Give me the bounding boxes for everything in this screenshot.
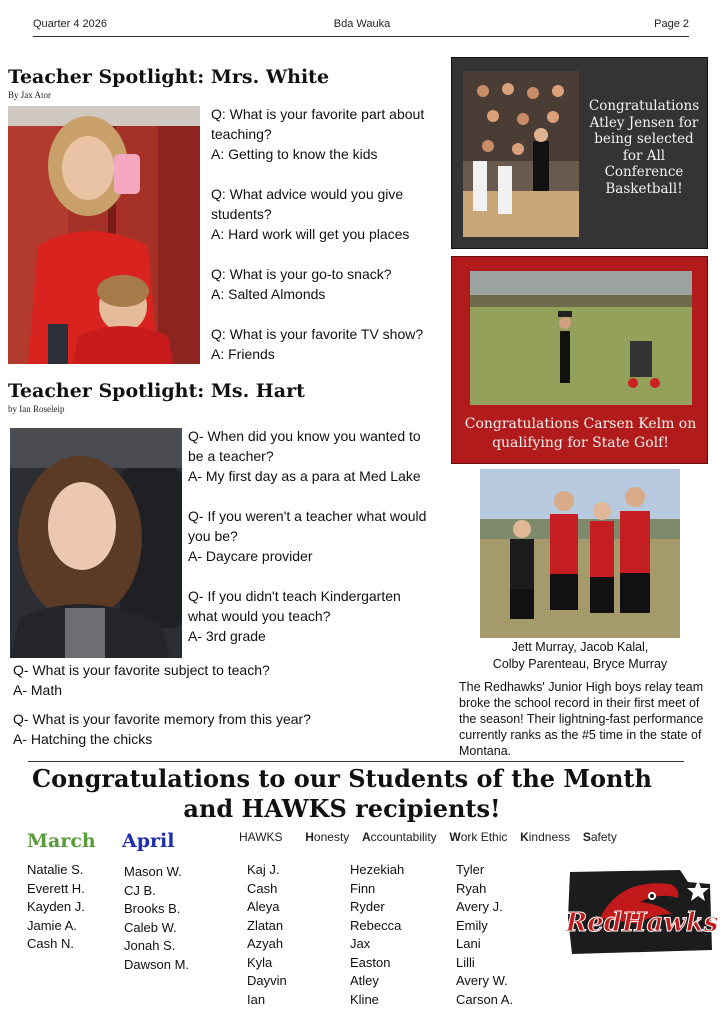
list-item: Easton <box>350 954 391 970</box>
relay-caption-line2: Colby Parenteau, Bryce Murray <box>492 657 668 671</box>
list-item: Azyah <box>247 936 284 951</box>
list-item: Mason W. <box>124 864 182 879</box>
qa-answer: A: Hard work will get you places <box>211 226 410 242</box>
spotlight-white-qa <box>211 104 436 364</box>
list-item: Rebecca <box>350 917 402 933</box>
list-item: Kaj J. <box>247 862 280 877</box>
list-item: Lani <box>456 936 481 951</box>
list-item: Caleb W. <box>124 919 177 935</box>
qa-answer: A- Daycare provider <box>188 548 313 564</box>
header-page-number: Page 2 <box>654 18 689 30</box>
hawks-initial: H <box>305 830 314 844</box>
redhawks-logo-text: RedHawks <box>565 908 719 938</box>
spotlight-white-title: Teacher Spotlight: Mrs. White <box>8 66 330 88</box>
hawks-word: indness <box>528 830 571 844</box>
list-item: Emily <box>456 917 488 933</box>
list-item: Cash <box>247 880 278 896</box>
list-item: Kline <box>350 991 379 1007</box>
hawks-initial: S <box>582 830 591 844</box>
photo-golf <box>470 271 692 405</box>
qa-answer: A- 3rd grade <box>188 628 266 644</box>
list-item: Carson A. <box>456 991 514 1007</box>
photo-mrs-white <box>8 106 200 364</box>
list-item: Tyler <box>456 862 485 877</box>
hawks-initial: K <box>520 830 529 844</box>
list-item: Brooks B. <box>124 901 181 916</box>
spotlight-hart-qa-bottom <box>13 660 443 749</box>
hawks-label: HAWKS <box>239 830 283 844</box>
list-item: Kyla <box>247 954 273 970</box>
relay-caption <box>455 639 705 673</box>
april-list <box>124 863 189 974</box>
qa-question: Q- If you weren't a teacher what would you be? <box>188 508 427 544</box>
qa-question: Q- If you didn't teach Kindergarten what would you teach? <box>188 588 401 624</box>
spotlight-hart-byline: by Ian Roseleip <box>8 404 65 414</box>
list-item: Lilli <box>456 954 475 970</box>
list-item: Avery W. <box>456 973 508 988</box>
qa-question: Q- What is your favorite subject to teach? <box>13 662 270 678</box>
list-item: Kayden J. <box>27 899 85 914</box>
hawks-list-1 <box>247 861 287 1009</box>
hawks-list-2 <box>350 861 404 1009</box>
relay-caption-line1: Jett Murray, Jacob Kalal, <box>511 640 649 654</box>
spotlight-hart-title: Teacher Spotlight: Ms. Hart <box>8 380 305 402</box>
list-item: Jax <box>350 936 371 951</box>
list-item: Natalie S. <box>27 862 84 877</box>
hawks-initial: W <box>449 830 461 844</box>
students-title-line1: Congratulations to our Students of the Month <box>32 764 652 793</box>
qa-question: Q- When did you know you wanted to be a teacher? <box>188 428 421 464</box>
qa-question: Q: What is your favorite part about teaching? <box>211 106 425 142</box>
photo-relay-team <box>480 469 680 638</box>
hawks-initial: A <box>361 830 371 844</box>
qa-answer: A- Hatching the chicks <box>13 731 153 747</box>
list-item: Ian <box>247 991 266 1007</box>
list-item: Hezekiah <box>350 862 405 877</box>
golf-banner-text: Congratulations Carsen Kelm on qualifying for State Golf! <box>464 416 697 451</box>
list-item: Aleya <box>247 899 280 914</box>
qa-answer: A- Math <box>13 682 63 698</box>
qa-answer: A: Salted Almonds <box>211 286 326 302</box>
hawks-word: ork Ethic <box>460 830 508 844</box>
students-title-line2: and HAWKS recipients! <box>183 794 501 823</box>
list-item: Avery J. <box>456 899 503 914</box>
basketball-banner-text: Congratulations Atley Jensen for being selected for All Conference Basketball! <box>588 98 700 197</box>
hawks-legend <box>239 830 617 844</box>
list-item: Jonah S. <box>124 938 176 953</box>
list-item: Ryder <box>350 899 385 914</box>
basketball-banner <box>451 57 708 249</box>
list-item: Atley <box>350 973 379 988</box>
hawks-word: ccountability <box>370 830 437 844</box>
list-item: Cash N. <box>27 936 74 951</box>
list-item: Jamie A. <box>27 917 77 933</box>
redhawks-logo <box>560 858 720 962</box>
qa-question: Q- What is your favorite memory from this year? <box>13 711 311 727</box>
qa-question: Q: What advice would you give students? <box>211 186 404 222</box>
header-newsletter-name: Bda Wauka <box>333 18 391 30</box>
april-label: April <box>122 830 175 852</box>
list-item: Ryah <box>456 880 487 896</box>
qa-question: Q: What is your go-to snack? <box>211 266 392 282</box>
hawks-word: afety <box>590 830 617 844</box>
list-item: Dayvin <box>247 973 287 988</box>
photo-ms-hart <box>10 428 182 658</box>
march-list <box>27 861 85 954</box>
march-label: March <box>27 830 96 852</box>
header-quarter: Quarter 4 2026 <box>33 18 107 30</box>
qa-answer: A: Getting to know the kids <box>211 146 378 162</box>
list-item: Finn <box>350 880 376 896</box>
header-rule <box>33 36 689 37</box>
hawks-word: onesty <box>313 830 350 844</box>
qa-question: Q: What is your favorite TV show? <box>211 326 424 342</box>
section-rule <box>28 761 684 762</box>
qa-answer: A- My first day as a para at Med Lake <box>188 468 421 484</box>
list-item: Everett H. <box>27 880 85 896</box>
list-item: Dawson M. <box>124 956 190 972</box>
students-title <box>0 764 684 824</box>
photo-basketball <box>463 71 579 237</box>
qa-answer: A: Friends <box>211 346 275 362</box>
hawks-list-3 <box>456 861 513 1009</box>
spotlight-hart-qa-top <box>188 426 433 646</box>
relay-article: The Redhawks' Junior High boys relay team broke the school record in their first meet of the season! Their lightning-fast performance currently ranks as the #5 time in the state of Montana. <box>459 680 704 758</box>
spotlight-white-byline: By Jax Ator <box>8 90 52 100</box>
list-item: CJ B. <box>124 882 156 898</box>
golf-banner <box>451 256 708 464</box>
list-item: Zlatan <box>247 917 284 933</box>
